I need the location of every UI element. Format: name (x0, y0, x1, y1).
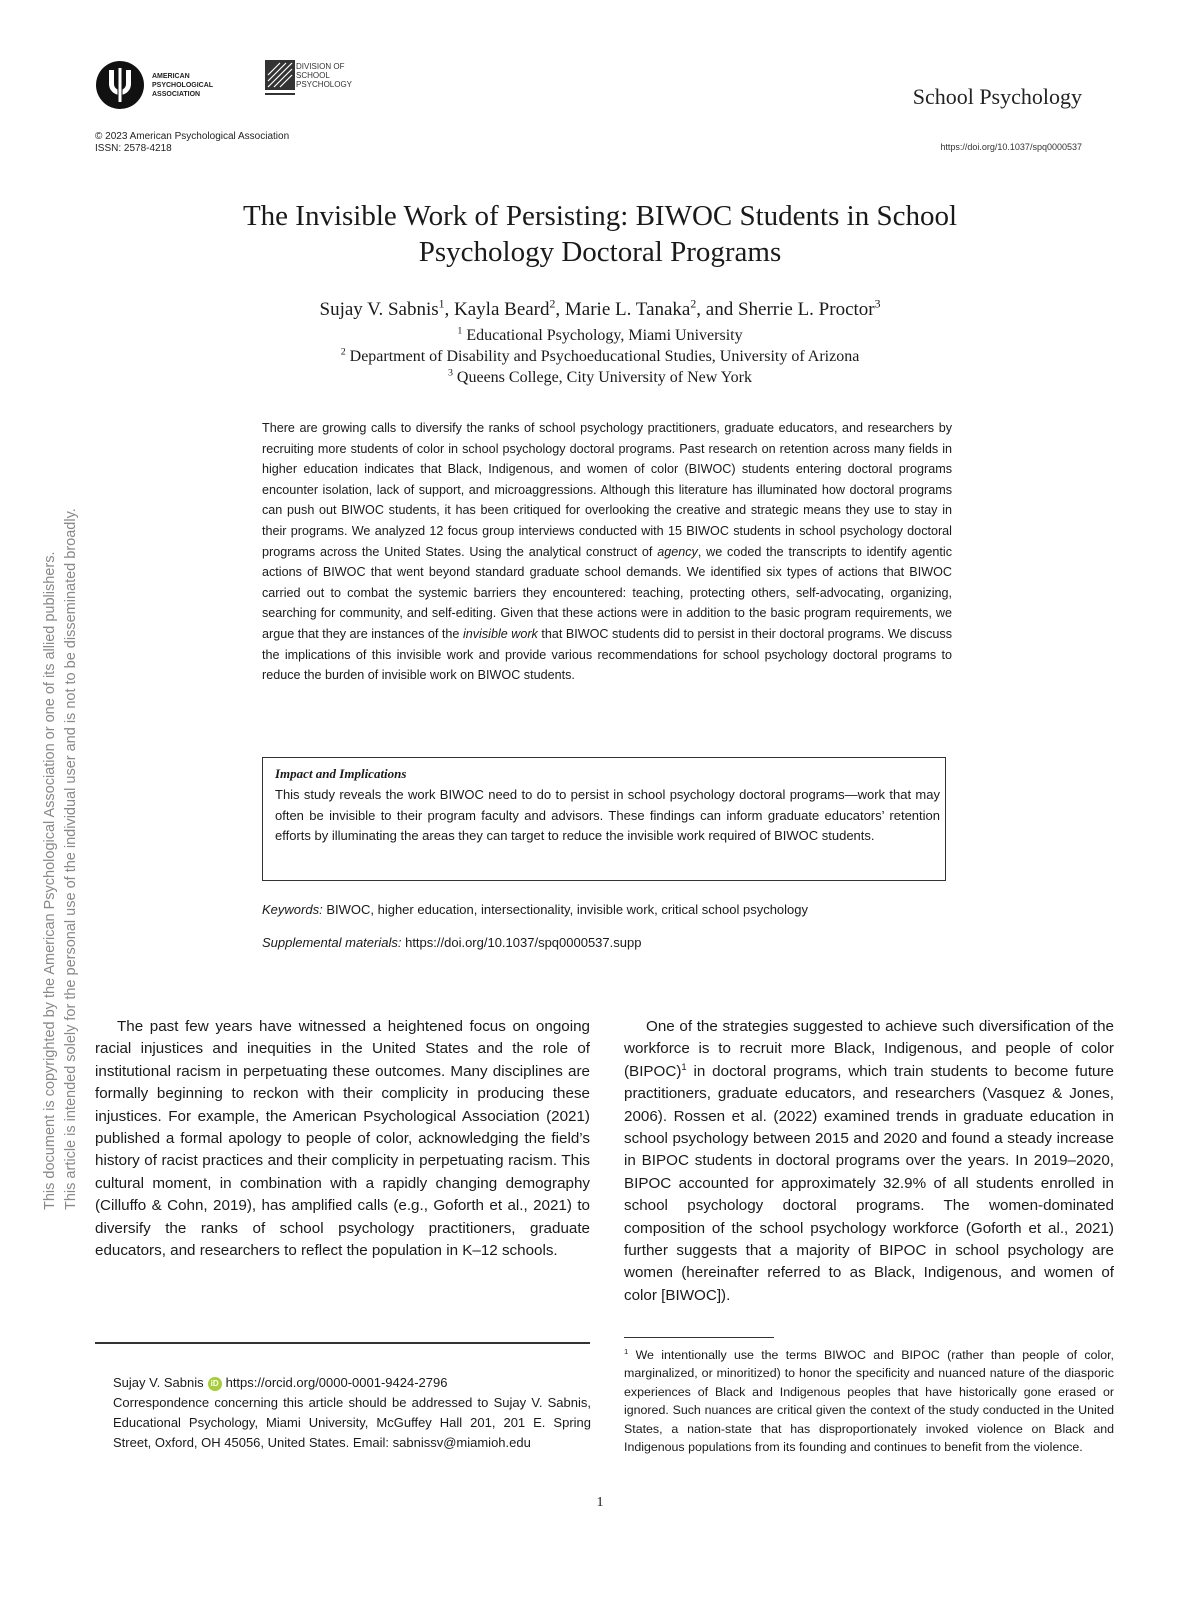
impact-text: This study reveals the work BIWOC need to do to persist in school psychology doctoral programs—work that may often be invisible to their program faculty and advisors. These findings can inform graduate educators’ retention efforts by illuminating the areas they can target to reduce the invisible work required of BIWOC students. (275, 787, 940, 844)
division-logo-text: DIVISION OF SCHOOL PSYCHOLOGY (296, 62, 353, 89)
author-affil-marker: 3 (874, 297, 881, 311)
title-line-2: Psychology Doctoral Programs (418, 236, 782, 268)
affiliation (150, 367, 1050, 388)
side-notice-line: This article is intended solely for the personal use of the individual user and is not to be disseminated broadly. (63, 508, 79, 1210)
author-separator: , (444, 299, 455, 320)
doi-link[interactable]: https://doi.org/10.1037/spq0000537 (940, 142, 1082, 152)
side-notice-line: This document is copyrighted by the American Psychological Association or one of its allied publishers. (42, 551, 58, 1210)
keywords (262, 902, 808, 917)
author-separator: , (555, 299, 565, 320)
supp-link[interactable]: https://doi.org/10.1037/spq0000537.supp (405, 935, 642, 950)
apa-logo-text: AMERICAN PSYCHOLOGICAL ASSOCIATION (152, 73, 213, 98)
impact-heading: Impact and Implications (275, 766, 407, 781)
author-note (113, 1373, 591, 1453)
author-affil-marker: 1 (438, 297, 445, 311)
abstract-text: There are growing calls to diversify the ranks of school psychology practitioners, graduate educators, and researchers by recruiting more students of color in school psychology doctoral programs. Past research on retention across many fields in higher education indicates that Black, Indigenous, and women of color (BIWOC) students entering doctoral programs encounter isolation, lack of support, and microaggressions. Although this literature has illuminated how doctoral programs can push out BIWOC students, it has been critiqued for overlooking the creative and strategic means they use to stay in their programs. We analyzed 12 focus group interviews conducted with 15 BIWOC students in school psychology doctoral programs across the United States. Using the analytical construct of (262, 421, 952, 559)
supplemental-materials (262, 935, 641, 950)
supp-label: Supplemental materials: (262, 935, 402, 950)
orcid-icon[interactable]: iD (208, 1377, 222, 1391)
footnote-text: We intentionally use the terms BIWOC and BIPOC (rather than people of color, marginalized, or minoritized) to honor the specificity and nuanced nature of the diasporic experiences of Black and Indigenous peoples that have historically gone erased or ignored. Such nuances are critical given the context of the study conducted in the United States, a nation-state that has disproportionately invoked violence on Black and Indigenous populations from its founding and continues to benefit from the violence. (624, 1348, 1114, 1455)
author-list (150, 298, 1050, 322)
affil-text: Queens College, City University of New York (456, 369, 753, 386)
author-name: Kayla Beard (454, 299, 550, 320)
affil-text: Educational Psychology, Miami University (466, 327, 743, 344)
affiliation (150, 346, 1050, 367)
affiliation (150, 325, 1050, 346)
affil-number: 2 (340, 346, 346, 358)
body-text: One of the strategies suggested to achieve such diversification of the workforce is to recruit more Black, Indigenous, and people of color (BIPOC) (624, 1018, 1114, 1080)
footnote-rule-right (624, 1337, 774, 1338)
orcid-link[interactable]: https://orcid.org/0000-0001-9424-2796 (225, 1375, 448, 1390)
abstract (262, 418, 952, 686)
title-line-1: The Invisible Work of Persisting: BIWOC Students in School (242, 200, 958, 232)
body-column-left (95, 1016, 590, 1262)
body-column-right (624, 1016, 1114, 1307)
footnote-number: 1 (624, 1346, 629, 1356)
footnote-marker[interactable]: 1 (681, 1060, 687, 1072)
body-text: in doctoral programs, which train students to become future practitioners, graduate educators, and researchers (Vasquez & Jones, 2006). Rossen et al. (2022) examined trends in graduate education in school psychology between 2015 and 2020 and found a steady increase in BIPOC students in doctoral programs over the years. In 2019–2020, BIPOC accounted for approximately 32.9% of all students enrolled in school psychology doctoral programs. The women-dominated composition of the school psychology workforce (Goforth et al., 2021) further suggests that a majority of BIPOC in school psychology are women (hereinafter referred to as Black, Indigenous, and women of color [BIWOC]). (624, 1062, 1114, 1304)
author-affil-marker: 2 (690, 297, 697, 311)
issn-line: ISSN: 2578-4218 (95, 143, 172, 154)
author-name: Sujay V. Sabnis (319, 299, 439, 320)
abstract-text: , we coded the transcripts to identify agentic actions of BIWOC that went beyond standard graduate school demands. We identified six types of actions that BIWOC carried out to combat the systemic barriers they encountered: teaching, protecting others, self-advocating, organizing, searching for community, and self-editing. Given that these actions were in addition to the basic program requirements, we argue that they are instances of the (262, 544, 952, 641)
author-separator: , and (696, 299, 738, 320)
affil-text: Department of Disability and Psychoeducational Studies, University of Arizona (349, 348, 860, 365)
orcid-line (113, 1373, 591, 1393)
journal-name: School Psychology (912, 84, 1082, 109)
side-copyright-notice (40, 508, 82, 1210)
keywords-list: BIWOC, higher education, intersectionality, invisible work, critical school psychology (326, 902, 809, 917)
copyright-line: © 2023 American Psychological Association (95, 131, 290, 142)
abstract-text: that BIWOC students did to persist in their doctoral programs. We discuss the implications of this invisible work and provide various recommendations for school psychology doctoral programs to reduce the burden of invisible work on BIWOC students. (262, 626, 952, 683)
footnote-1 (624, 1346, 1114, 1456)
author-affil-marker: 2 (549, 297, 556, 311)
division-logo-mark (265, 60, 295, 100)
page-number: 1 (596, 1495, 604, 1510)
affil-number: 3 (447, 367, 453, 379)
footnote-rule-left (95, 1342, 590, 1344)
keywords-label: Keywords: (262, 902, 323, 917)
author-name: Marie L. Tanaka (564, 299, 691, 320)
body-paragraph (624, 1016, 1114, 1307)
abstract-emphasis: invisible work (462, 626, 538, 641)
body-paragraph: The past few years have witnessed a heightened focus on ongoing racial injustices and inequities in the United States and the role of institutional racism in perpetuating these outcomes. Many disciplines are formally beginning to reckon with their complicity in producing these injustices. For example, the American Psychological Association (2021) published a formal apology to people of color, acknowledging the field’s history of racist practices and their complicity in perpetuating racism. This cultural moment, in combination with a rapidly changing demography (Cilluffo & Cohn, 2019), has amplified calls (e.g., Goforth et al., 2021) to diversify the ranks of school psychology practitioners, graduate educators, and researchers to reflect the population in K–12 schools. (95, 1018, 590, 1260)
article-title (150, 198, 1050, 270)
correspondence-note: Correspondence concerning this article should be addressed to Sujay V. Sabnis, Educational Psychology, Miami University, McGuffey Hall 201, 201 E. Spring Street, Oxford, OH 45056, United States. Email: sabnissv@miamioh.edu (113, 1395, 591, 1450)
orcid-author: Sujay V. Sabnis (113, 1375, 204, 1390)
abstract-emphasis: agency (657, 544, 698, 559)
author-name: Sherrie L. Proctor (737, 299, 875, 320)
apa-logo-mark (95, 60, 145, 110)
affil-number: 1 (457, 325, 463, 337)
copyright-block (95, 131, 289, 155)
